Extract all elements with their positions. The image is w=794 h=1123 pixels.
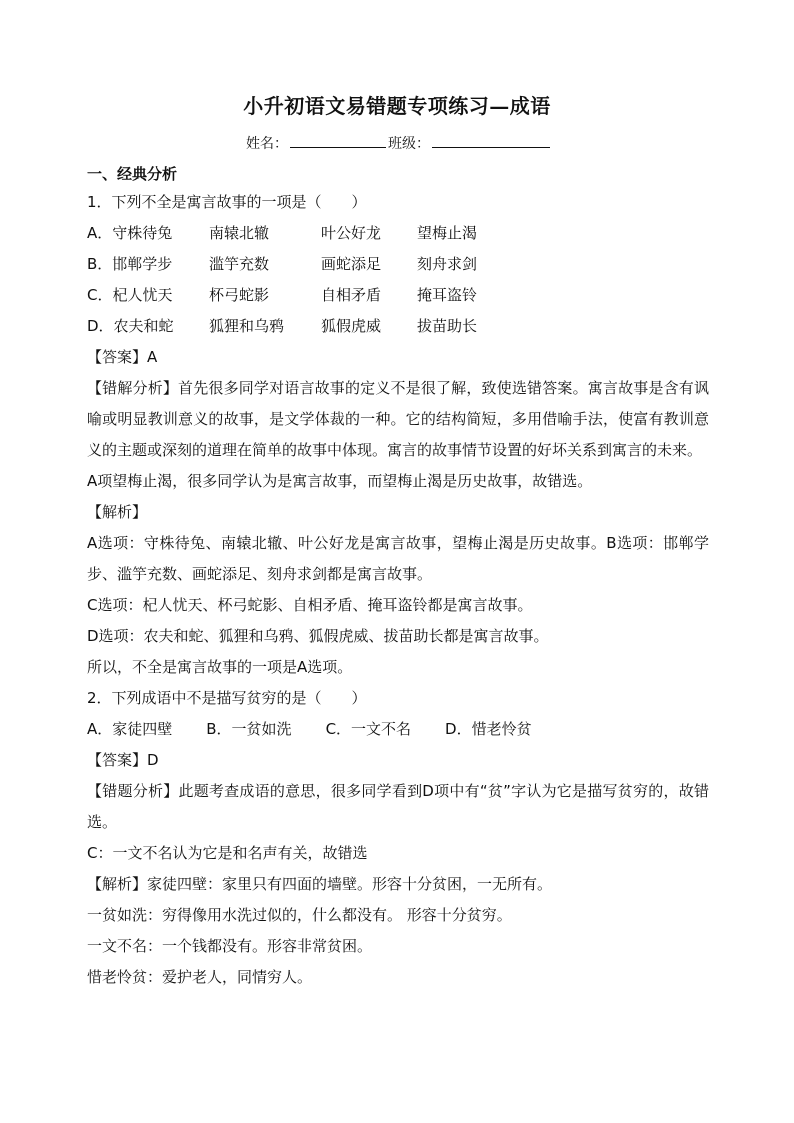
analysis-tag: 【解析】 xyxy=(87,875,148,893)
answer-line xyxy=(87,745,709,776)
option-cell: 杯弓蛇影 xyxy=(209,286,270,304)
content xyxy=(87,161,709,993)
name-label: 姓名： xyxy=(246,136,288,152)
analysis-line xyxy=(87,869,709,900)
option-cell: A．守株待兔 xyxy=(87,224,173,242)
option-cell: B．一贫如洗 xyxy=(206,720,292,738)
analysis-paragraph: C选项：杞人忧天、杯弓蛇影、自相矛盾、掩耳盗铃都是寓言故事。 xyxy=(87,596,533,614)
option-cell: 狐假虎威 xyxy=(321,317,382,335)
question-2-options xyxy=(87,714,709,745)
error-text: 此题考查成语的意思，很多同学看到D项中有“贫”字认为它是描写贫穷的，故错选。 xyxy=(87,782,709,831)
option-row xyxy=(87,249,709,280)
answer-tag: 【答案】 xyxy=(87,348,148,366)
analysis-paragraph: A选项：守株待兔、南辕北辙、叶公好龙是寓言故事，望梅止渴是历史故事。B选项：邯郸学步、滥竽充数、画蛇添足、刻舟求剑都是寓言故事。 xyxy=(87,534,709,583)
name-blank[interactable] xyxy=(290,133,386,148)
error-analysis-line: A项望梅止渴，很多同学认为是寓言故事，而望梅止渴是历史故事，故错选。 xyxy=(87,472,593,490)
analysis-paragraph: 惜老怜贫：爱护老人，同情穷人。 xyxy=(87,968,313,986)
question-2-stem: 2．下列成语中不是描写贫穷的是（ ） xyxy=(87,689,367,707)
page-title: 小升初语文易错题专项练习—成语 xyxy=(243,94,551,118)
answer-tag: 【答案】 xyxy=(87,751,148,769)
error-analysis-line: C：一文不名认为它是和名声有关，故错选 xyxy=(87,844,368,862)
option-cell: 画蛇添足 xyxy=(321,255,382,273)
answer-value: D xyxy=(147,751,159,769)
option-row xyxy=(87,311,709,342)
class-blank[interactable] xyxy=(432,133,550,148)
analysis-paragraph: D选项：农夫和蛇、狐狸和乌鸦、狐假虎威、拔苗助长都是寓言故事。 xyxy=(87,627,549,645)
option-row xyxy=(87,280,709,311)
option-cell: 南辕北辙 xyxy=(209,224,270,242)
option-cell: A．家徒四壁 xyxy=(87,720,173,738)
error-analysis xyxy=(87,776,709,838)
option-cell: D．农夫和蛇 xyxy=(87,317,174,335)
option-cell: D．惜老怜贫 xyxy=(445,720,532,738)
analysis-paragraph: 一文不名：一个钱都没有。形容非常贫困。 xyxy=(87,937,373,955)
option-cell: 刻舟求剑 xyxy=(417,255,478,273)
student-info-line xyxy=(246,133,550,154)
option-cell: 拔苗助长 xyxy=(417,317,478,335)
analysis-text: 家徒四壁：家里只有四面的墙壁。形容十分贫困，一无所有。 xyxy=(147,875,553,893)
answer-value: A xyxy=(147,348,158,366)
question-1-options xyxy=(87,218,709,342)
question-1-stem: 1．下列不全是寓言故事的一项是（ ） xyxy=(87,193,367,211)
option-cell: 望梅止渴 xyxy=(417,224,478,242)
option-cell: C．一文不名 xyxy=(325,720,412,738)
option-row xyxy=(87,218,709,249)
option-cell: 滥竽充数 xyxy=(209,255,270,273)
option-cell: C．杞人忧天 xyxy=(87,286,173,304)
error-tag: 【错解分析】 xyxy=(87,379,179,397)
error-text: 首先很多同学对语言故事的定义不是很了解，致使选错答案。寓言故事是含有讽喻或明显教训意义的故事，是文学体裁的一种。它的结构简短，多用借喻手法，使富有教训意义的主题或深刻的道理在简单的故事中体现。寓言的故事情节设置的好坏关系到寓言的未来。 xyxy=(87,379,709,459)
class-label: 班级： xyxy=(388,136,430,152)
option-cell: 叶公好龙 xyxy=(321,224,382,242)
option-cell: 狐狸和乌鸦 xyxy=(209,317,285,335)
analysis-paragraph: 所以，不全是寓言故事的一项是A选项。 xyxy=(87,658,353,676)
section-heading: 一、经典分析 xyxy=(87,165,178,183)
option-cell: B．邯郸学步 xyxy=(87,255,173,273)
answer-line xyxy=(87,342,709,373)
error-tag: 【错题分析】 xyxy=(87,782,179,800)
analysis-paragraph: 一贫如洗：穷得像用水洗过似的，什么都没有。 形容十分贫穷。 xyxy=(87,906,512,924)
error-analysis xyxy=(87,373,709,466)
option-cell: 自相矛盾 xyxy=(321,286,382,304)
option-cell: 掩耳盗铃 xyxy=(417,286,478,304)
analysis-tag: 【解析】 xyxy=(87,503,148,521)
